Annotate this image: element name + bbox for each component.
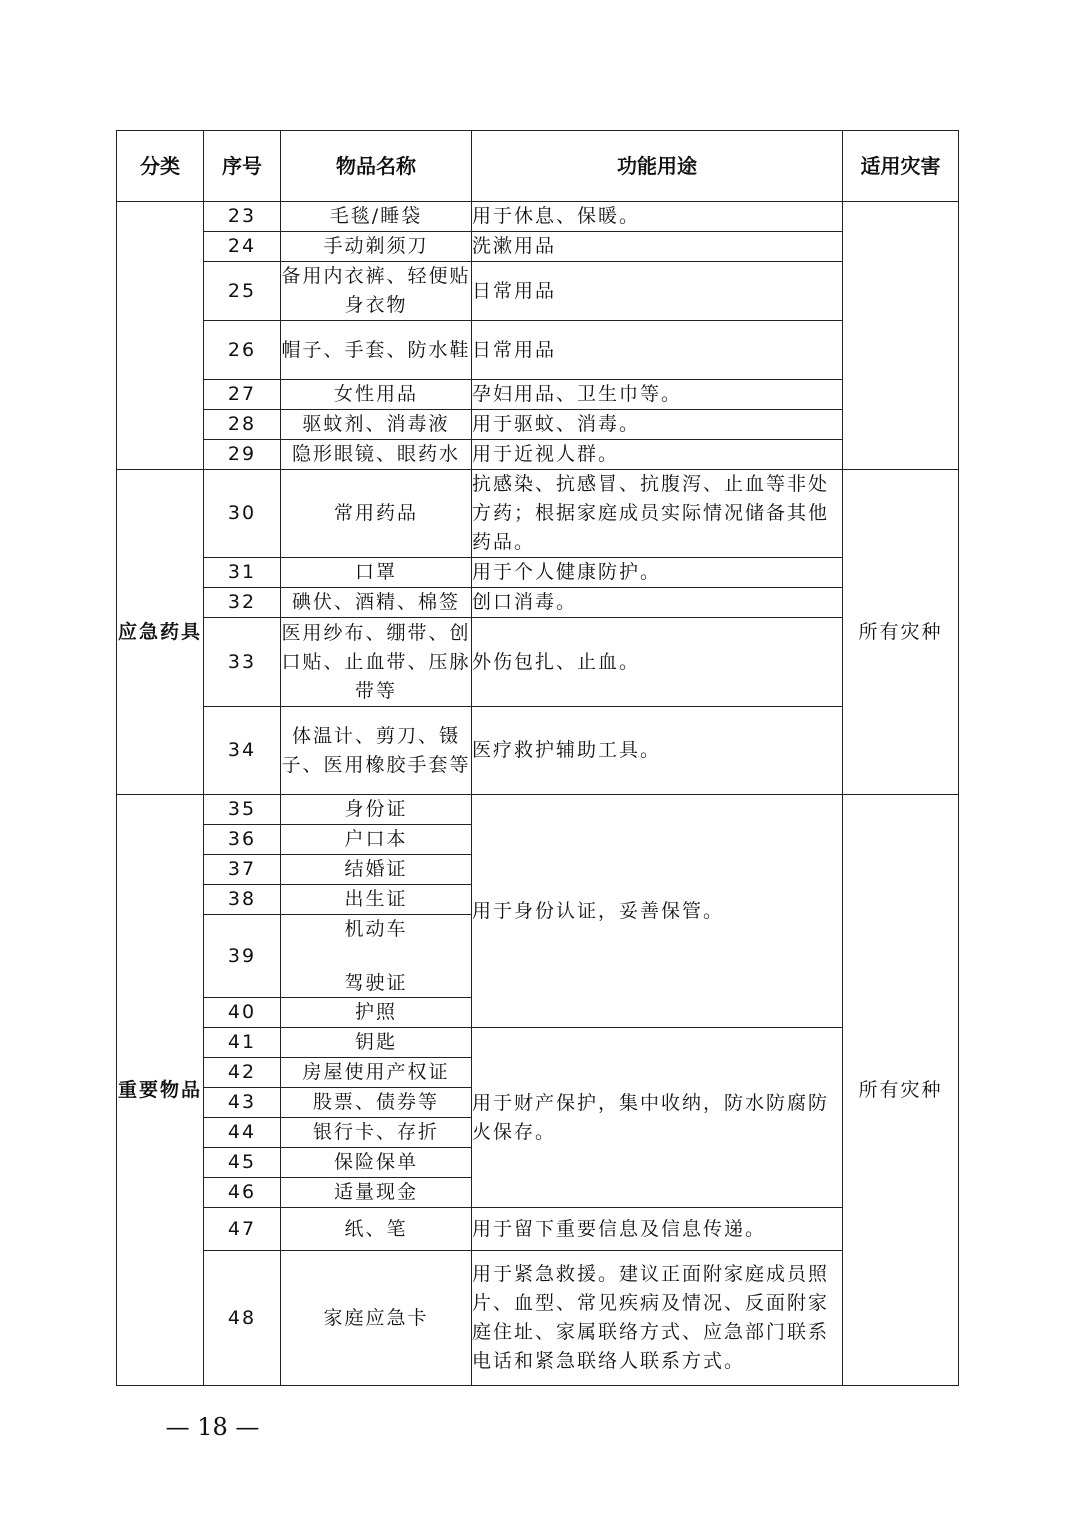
item-function: 日常用品 [472, 321, 843, 380]
row-number: 23 [204, 202, 281, 232]
table-row [117, 470, 959, 558]
page-number: — 18 — [165, 1413, 260, 1441]
category-important-items: 重要物品 [117, 795, 204, 1386]
item-function: 用于驱蚊、消毒。 [472, 410, 843, 440]
row-number: 41 [204, 1028, 281, 1058]
item-function-property: 用于财产保护，集中收纳，防水防腐防火保存。 [472, 1028, 843, 1208]
row-number: 38 [204, 885, 281, 915]
item-name: 医用纱布、绷带、创口贴、止血带、压脉带等 [281, 618, 472, 707]
item-name: 驱蚊剂、消毒液 [281, 410, 472, 440]
item-name: 手动剃须刀 [281, 232, 472, 262]
item-name: 女性用品 [281, 380, 472, 410]
row-number: 48 [204, 1251, 281, 1386]
row-number: 35 [204, 795, 281, 825]
table-row [117, 558, 959, 588]
item-function: 用于留下重要信息及信息传递。 [472, 1208, 843, 1251]
item-function: 用于休息、保暖。 [472, 202, 843, 232]
table-row [117, 618, 959, 707]
disaster-all: 所有灾种 [843, 795, 959, 1386]
header-function: 功能用途 [472, 131, 843, 202]
item-function: 用于紧急救援。建议正面附家庭成员照片、血型、常见疾病及情况、反面附家庭住址、家属联络方式、应急部门联系电话和紧急联络人联系方式。 [472, 1251, 843, 1386]
item-function: 日常用品 [472, 262, 843, 321]
header-row [117, 131, 959, 202]
table-row [117, 410, 959, 440]
item-name: 结婚证 [281, 855, 472, 885]
item-name-line: 机动车 [344, 918, 408, 940]
table-row [117, 707, 959, 795]
item-name: 体温计、剪刀、镊子、医用橡胶手套等 [281, 707, 472, 795]
item-function-id: 用于身份认证，妥善保管。 [472, 795, 843, 1028]
row-number: 33 [204, 618, 281, 707]
row-number: 29 [204, 440, 281, 470]
row-number: 45 [204, 1148, 281, 1178]
row-number: 25 [204, 262, 281, 321]
item-name: 户口本 [281, 825, 472, 855]
table-row [117, 1208, 959, 1251]
item-function: 医疗救护辅助工具。 [472, 707, 843, 795]
item-name: 帽子、手套、防水鞋 [281, 321, 472, 380]
header-number: 序号 [204, 131, 281, 202]
item-name: 股票、债券等 [281, 1088, 472, 1118]
disaster-all: 所有灾种 [843, 470, 959, 795]
item-function: 用于个人健康防护。 [472, 558, 843, 588]
row-number: 31 [204, 558, 281, 588]
item-name: 纸、笔 [281, 1208, 472, 1251]
item-function: 创口消毒。 [472, 588, 843, 618]
item-name: 常用药品 [281, 470, 472, 558]
item-name: 房屋使用产权证 [281, 1058, 472, 1088]
item-name: 家庭应急卡 [281, 1251, 472, 1386]
table-row [117, 588, 959, 618]
table-row [117, 795, 959, 825]
row-number: 47 [204, 1208, 281, 1251]
row-number: 26 [204, 321, 281, 380]
item-name: 毛毯/睡袋 [281, 202, 472, 232]
table-row [117, 1028, 959, 1058]
item-name: 钥匙 [281, 1028, 472, 1058]
header-disaster: 适用灾害 [843, 131, 959, 202]
item-name: 银行卡、存折 [281, 1118, 472, 1148]
item-name: 身份证 [281, 795, 472, 825]
item-function: 洗漱用品 [472, 232, 843, 262]
item-function: 孕妇用品、卫生巾等。 [472, 380, 843, 410]
row-number: 36 [204, 825, 281, 855]
supplies-table [116, 130, 959, 1386]
table-row [117, 202, 959, 232]
row-number: 28 [204, 410, 281, 440]
row-number: 39 [204, 915, 281, 998]
row-number: 37 [204, 855, 281, 885]
item-name: 备用内衣裤、轻便贴身衣物 [281, 262, 472, 321]
item-function: 外伤包扎、止血。 [472, 618, 843, 707]
item-name: 口罩 [281, 558, 472, 588]
row-number: 42 [204, 1058, 281, 1088]
row-number: 46 [204, 1178, 281, 1208]
item-function: 抗感染、抗感冒、抗腹泻、止血等非处方药；根据家庭成员实际情况储备其他药品。 [472, 470, 843, 558]
table-row [117, 232, 959, 262]
row-number: 43 [204, 1088, 281, 1118]
item-name: 适量现金 [281, 1178, 472, 1208]
item-name: 隐形眼镜、眼药水 [281, 440, 472, 470]
item-name-line: 驾驶证 [344, 972, 408, 994]
header-item-name: 物品名称 [281, 131, 472, 202]
row-number: 24 [204, 232, 281, 262]
row-number: 44 [204, 1118, 281, 1148]
item-name: 碘伏、酒精、棉签 [281, 588, 472, 618]
row-number: 32 [204, 588, 281, 618]
item-name: 保险保单 [281, 1148, 472, 1178]
item-name: 护照 [281, 998, 472, 1028]
category-medical-kit: 应急药具 [117, 470, 204, 795]
category-cell-empty [117, 202, 204, 470]
row-number: 34 [204, 707, 281, 795]
row-number: 40 [204, 998, 281, 1028]
item-name: 出生证 [281, 885, 472, 915]
table-row [117, 1251, 959, 1386]
item-name [281, 915, 472, 998]
header-category: 分类 [117, 131, 204, 202]
table-row [117, 262, 959, 321]
row-number: 30 [204, 470, 281, 558]
table-row [117, 380, 959, 410]
row-number: 27 [204, 380, 281, 410]
item-function: 用于近视人群。 [472, 440, 843, 470]
table-row [117, 440, 959, 470]
table-row [117, 321, 959, 380]
disaster-cell-empty [843, 202, 959, 470]
